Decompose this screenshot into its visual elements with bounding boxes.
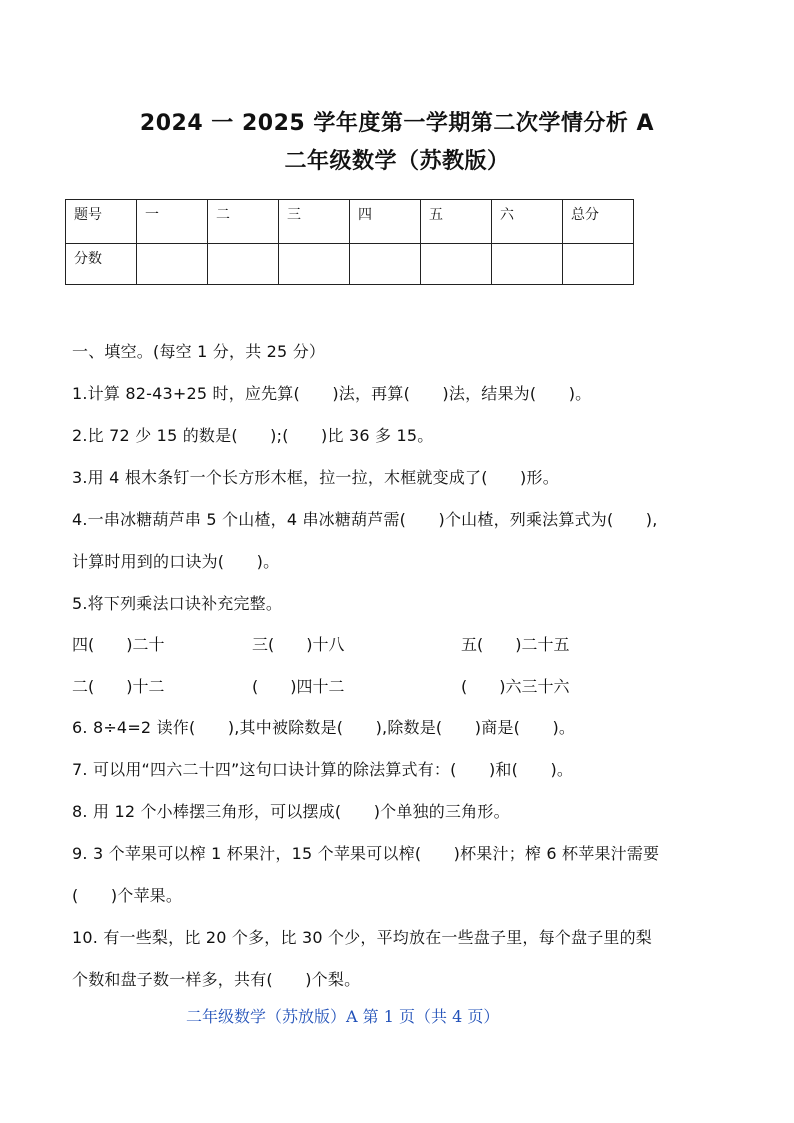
exam-subtitle: 二年级数学（苏教版）: [284, 149, 510, 174]
score-input-cell[interactable]: [279, 243, 350, 285]
section-heading: 一、填空。(每空 1 分，共 25 分）: [72, 342, 326, 361]
score-table-cell: 二: [208, 200, 279, 244]
q5-item: 四( )二十: [72, 635, 165, 654]
score-table-cell: 五: [421, 200, 492, 244]
score-table-cell: 四: [350, 200, 421, 244]
q5-item: 三( )十八: [252, 635, 345, 654]
score-table-score-row: [66, 243, 634, 285]
score-table: [65, 199, 634, 285]
question-9-line-2: ( )个苹果。: [72, 886, 183, 905]
question-5: 5.将下列乘法口诀补充完整。: [72, 594, 283, 613]
question-9-line-1: 9. 3 个苹果可以榨 1 杯果汁，15 个苹果可以榨( )杯果汁；榨 6 杯苹果汁需要: [72, 844, 660, 863]
q5-item: 二( )十二: [72, 677, 165, 696]
score-input-cell[interactable]: [492, 243, 563, 285]
exam-title: 2024 一 2025 学年度第一学期第二次学情分析 A: [139, 111, 655, 136]
question-7: 7. 可以用“四六二十四”这句口诀计算的除法算式有：( )和( )。: [72, 760, 574, 779]
question-6: 6. 8÷4=2 读作( ),其中被除数是( ),除数是( )商是( )。: [72, 718, 576, 737]
score-table-header-row: [66, 200, 634, 244]
question-4-line-1: 4.一串冰糖葫芦串 5 个山楂，4 串冰糖葫芦需( )个山楂，列乘法算式为( ),: [72, 510, 658, 529]
score-input-cell[interactable]: [208, 243, 279, 285]
q5-item: ( )六三十六: [461, 677, 570, 696]
q5-item: 五( )二十五: [461, 635, 570, 654]
score-table-cell: 一: [137, 200, 208, 244]
question-10-line-2: 个数和盘子数一样多，共有( )个梨。: [72, 970, 361, 989]
score-table-cell: 三: [279, 200, 350, 244]
page-footer: 二年级数学（苏放版）A 第 1 页（共 4 页）: [186, 1007, 500, 1026]
score-input-cell[interactable]: [350, 243, 421, 285]
question-10-line-1: 10. 有一些梨，比 20 个多，比 30 个少，平均放在一些盘子里，每个盘子里的梨: [72, 928, 652, 947]
score-table-cell: 总分: [563, 200, 634, 244]
question-3: 3.用 4 根木条钉一个长方形木框，拉一拉，木框就变成了( )形。: [72, 468, 559, 487]
score-input-cell[interactable]: [563, 243, 634, 285]
question-8: 8. 用 12 个小棒摆三角形，可以摆成( )个单独的三角形。: [72, 802, 510, 821]
score-table-cell: 六: [492, 200, 563, 244]
score-table-cell: 题号: [66, 200, 137, 244]
score-input-cell[interactable]: [137, 243, 208, 285]
question-4-line-2: 计算时用到的口诀为( )。: [72, 552, 280, 571]
q5-item: ( )四十二: [252, 677, 345, 696]
question-2: 2.比 72 少 15 的数是( );( )比 36 多 15。: [72, 426, 434, 445]
question-1: 1.计算 82-43+25 时，应先算( )法，再算( )法，结果为( )。: [72, 384, 592, 403]
score-input-cell[interactable]: [421, 243, 492, 285]
score-table-cell: 分数: [66, 243, 137, 285]
